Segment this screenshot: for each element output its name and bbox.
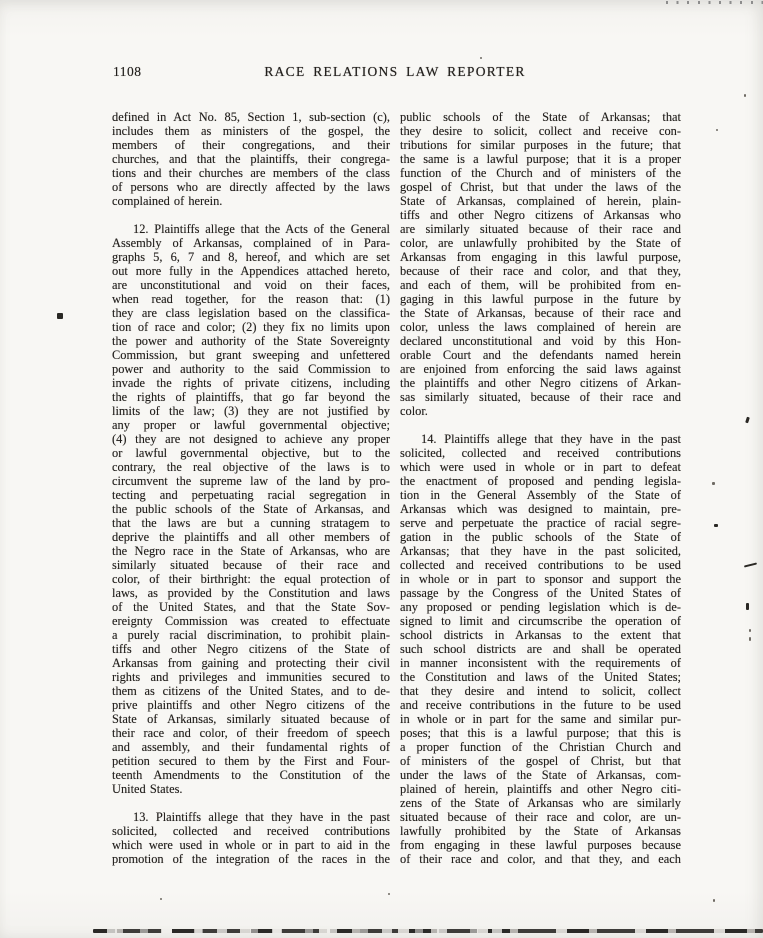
text-line: tion of race and color; (2) they fix no limits upon bbox=[112, 320, 390, 334]
text-line: Arkansas from engaging in this lawful purpose, bbox=[400, 250, 681, 264]
scan-speck bbox=[749, 629, 751, 632]
text-line: tecting and perpetuating racial segregation in bbox=[112, 488, 390, 502]
text-line: (4) they are not designed to achieve any proper bbox=[112, 432, 390, 446]
text-line: any proper or lawful governmental objective; bbox=[112, 418, 390, 432]
text-line: sas similarly situated, because of their race and bbox=[400, 390, 681, 404]
text-line: the Constitution and laws of the United States; bbox=[400, 670, 681, 684]
text-line: State of Arkansas, complained of herein, plain- bbox=[400, 194, 681, 208]
text-line: and receive contributions in the future to be used bbox=[400, 698, 681, 712]
text-line: the public schools of the State of Arkansas, and bbox=[112, 502, 390, 516]
text-line: are unconstitutional and void on their faces, bbox=[112, 278, 390, 292]
text-line: because of their race and color, and that they, bbox=[400, 264, 681, 278]
text-line: of the United States, and that the State Sov- bbox=[112, 600, 390, 614]
left-column bbox=[112, 110, 390, 866]
text-line: zens of the State of Arkansas who are similarly bbox=[400, 796, 681, 810]
paragraph bbox=[400, 110, 681, 418]
text-line: such school districts are and shall be operated bbox=[400, 642, 681, 656]
text-line: limits of the law; (3) they are not justified by bbox=[112, 404, 390, 418]
text-line: Arkansas from gaining and protecting their civil bbox=[112, 656, 390, 670]
text-line: the same is a lawful purpose; that it is a proper bbox=[400, 152, 681, 166]
text-line: function of the Church and of ministers of the bbox=[400, 166, 681, 180]
text-line: are similarly situated because of their race and bbox=[400, 222, 681, 236]
text-line: Arkansas; that they have in the past solicited, bbox=[400, 544, 681, 558]
scan-speck bbox=[713, 899, 715, 902]
text-line: and each of them, will be prohibited from en- bbox=[400, 278, 681, 292]
scan-speck bbox=[480, 57, 482, 59]
text-line: gaging in this lawful purpose in the future by bbox=[400, 292, 681, 306]
text-line: poses; that this is a lawful purpose; that this is bbox=[400, 726, 681, 740]
text-line: school districts in Arkansas to the extent that bbox=[400, 628, 681, 642]
text-line: churches, and that the plaintiffs, their congrega- bbox=[112, 152, 390, 166]
text-line: out more fully in the Appendices attached hereto, bbox=[112, 264, 390, 278]
text-line: the enactment of proposed and pending legisla- bbox=[400, 474, 681, 488]
text-line: members of their congregations, and their bbox=[112, 138, 390, 152]
text-line: ereignty Commission was created to effectuate bbox=[112, 614, 390, 628]
text-line: the plaintiffs and other Negro citizens of Arkan- bbox=[400, 376, 681, 390]
text-line: tiffs and other Negro citizens of the State of bbox=[112, 642, 390, 656]
text-line: any proposed or pending legislation which is de- bbox=[400, 600, 681, 614]
text-line: the power and authority of the State Sovereignty bbox=[112, 334, 390, 348]
text-line: color, of their birthright: the equal protection of bbox=[112, 572, 390, 586]
text-line: Assembly of Arkansas, complained of in Para- bbox=[112, 236, 390, 250]
text-line: in whole or in part to sponsor and support the bbox=[400, 572, 681, 586]
text-line: Commission, but grant sweeping and unfettered bbox=[112, 348, 390, 362]
scan-speck bbox=[745, 417, 750, 424]
text-line: solicited, collected and received contributions bbox=[400, 446, 681, 460]
text-line: defined in Act No. 85, Section 1, sub-section (c), bbox=[112, 110, 390, 124]
text-line: when read together, for the reason that: (1) bbox=[112, 292, 390, 306]
scan-speck bbox=[749, 637, 751, 641]
text-line: passage by the Congress of the United States of bbox=[400, 586, 681, 600]
text-line: and assembly, and their fundamental rights of bbox=[112, 740, 390, 754]
text-line: invade the rights of private citizens, including bbox=[112, 376, 390, 390]
text-line: tiffs and other Negro citizens of Arkansas who bbox=[400, 208, 681, 222]
text-line: of persons who are directly affected by the laws bbox=[112, 180, 390, 194]
scan-speck bbox=[712, 482, 715, 485]
text-line: orable Court and the defendants named herein bbox=[400, 348, 681, 362]
text-line: collected and received contributions to be used bbox=[400, 558, 681, 572]
text-line: which were used in whole or in part to aid in the bbox=[112, 838, 390, 852]
scan-speck bbox=[388, 893, 390, 895]
text-line: their race and color, of their freedom of speech bbox=[112, 726, 390, 740]
running-head-title: RACE RELATIONS LAW REPORTER bbox=[264, 64, 526, 79]
text-line: are enjoined from enforcing the said laws against bbox=[400, 362, 681, 376]
text-line: signed to limit and circumscribe the operation of bbox=[400, 614, 681, 628]
text-line: the Negro race in the State of Arkansas, who are bbox=[112, 544, 390, 558]
text-line: public schools of the State of Arkansas; that bbox=[400, 110, 681, 124]
text-line: of ministers of the gospel of Christ, but that bbox=[400, 754, 681, 768]
text-line: color, unless the laws complained of herein are bbox=[400, 320, 681, 334]
text-line: or lawful governmental objective, but to the bbox=[112, 446, 390, 460]
text-columns bbox=[112, 110, 681, 866]
text-line: gation in the public schools of the State of bbox=[400, 530, 681, 544]
text-line: serve and perpetuate the practice of racial segre- bbox=[400, 516, 681, 530]
scan-speck bbox=[744, 562, 757, 567]
text-line: the State of Arkansas, because of their race and bbox=[400, 306, 681, 320]
text-line: color, are unlawfully prohibited by the State of bbox=[400, 236, 681, 250]
text-line: tions and their churches are members of the class bbox=[112, 166, 390, 180]
text-line: complained of herein. bbox=[112, 194, 223, 208]
text-line: 14. Plaintiffs allege that they have in the past bbox=[421, 432, 681, 446]
text-line: from engaging in these lawful purposes because bbox=[400, 838, 681, 852]
right-column bbox=[400, 110, 681, 866]
text-line: a proper function of the Christian Church and bbox=[400, 740, 681, 754]
scan-speck bbox=[160, 898, 162, 900]
text-line: under the laws of the State of Arkansas, com- bbox=[400, 768, 681, 782]
text-line: rights and privileges and immunities secured to bbox=[112, 670, 390, 684]
text-line: they are class legislation based on the classifica- bbox=[112, 306, 390, 320]
text-line: similarly situated because of their race and bbox=[112, 558, 390, 572]
text-line: petition secured to them by the First and Four- bbox=[112, 754, 390, 768]
text-line: that the laws are but a cunning stratagem to bbox=[112, 516, 390, 530]
paragraph bbox=[112, 110, 390, 208]
scan-speck bbox=[714, 524, 718, 527]
text-line: laws, as provided by the Constitution and laws bbox=[112, 586, 390, 600]
text-line: contrary, the real objective of the laws is to bbox=[112, 460, 390, 474]
text-line: situated because of their race and color, are un- bbox=[400, 810, 681, 824]
text-line: which were used in whole or in part to defeat bbox=[400, 460, 681, 474]
text-line: tributions for similar purposes in the future; that bbox=[400, 138, 681, 152]
text-line: teenth Amendments to the Constitution of the bbox=[112, 768, 390, 782]
text-line: circumvent the supreme law of the land by pro- bbox=[112, 474, 390, 488]
text-line: Arkansas which was designed to maintain, pre- bbox=[400, 502, 681, 516]
text-line: color. bbox=[400, 404, 428, 418]
paragraph bbox=[112, 810, 390, 866]
text-line: deprive the plaintiffs and all other members of bbox=[112, 530, 390, 544]
text-line: them as citizens of the United States, and to de- bbox=[112, 684, 390, 698]
text-line: a purely racial discrimination, to prohibit plain- bbox=[112, 628, 390, 642]
page-number: 1108 bbox=[113, 64, 142, 79]
text-line: United States. bbox=[112, 782, 183, 796]
paragraph bbox=[400, 432, 681, 866]
text-line: declared unconstitutional and void by this Hon- bbox=[400, 334, 681, 348]
text-line: 13. Plaintiffs allege that they have in the past bbox=[133, 810, 390, 824]
text-line: promotion of the integration of the races in the bbox=[112, 852, 390, 866]
bottom-scan-streak-artifact bbox=[93, 929, 763, 933]
scan-speck bbox=[746, 603, 749, 610]
text-line: plained of herein, plaintiffs and other Negro citi- bbox=[400, 782, 681, 796]
text-line: lawfully prohibited by the State of Arkansas bbox=[400, 824, 681, 838]
text-line: in whole or in part for the same and similar pur- bbox=[400, 712, 681, 726]
text-line: prive plaintiffs and other Negro citizens of the bbox=[112, 698, 390, 712]
text-line: solicited, collected and received contributions bbox=[112, 824, 390, 838]
text-line: 12. Plaintiffs allege that the Acts of the General bbox=[133, 222, 390, 236]
scan-speck bbox=[57, 313, 63, 319]
text-line: graphs 5, 6, 7 and 8, hereof, and which are set bbox=[112, 250, 390, 264]
text-line: that they desire and intend to solicit, collect bbox=[400, 684, 681, 698]
text-line: State of Arkansas, similarly situated because of bbox=[112, 712, 390, 726]
text-line: power and authority to the said Commission to bbox=[112, 362, 390, 376]
page-header bbox=[112, 64, 678, 80]
text-line: of their race and color, and that they, and each bbox=[400, 852, 681, 866]
scan-speck bbox=[716, 129, 718, 131]
text-line: in manner inconsistent with the requirements of bbox=[400, 656, 681, 670]
text-line: includes them as ministers of the gospel, the bbox=[112, 124, 390, 138]
text-line: tion in the General Assembly of the State of bbox=[400, 488, 681, 502]
scan-speck bbox=[744, 94, 746, 97]
text-line: they desire to solicit, collect and receive con- bbox=[400, 124, 681, 138]
text-line: gospel of Christ, but that under the laws of the bbox=[400, 180, 681, 194]
perforation-dots-artifact bbox=[666, 1, 763, 4]
paragraph bbox=[112, 222, 390, 796]
text-line: the rights of plaintiffs, that go far beyond the bbox=[112, 390, 390, 404]
